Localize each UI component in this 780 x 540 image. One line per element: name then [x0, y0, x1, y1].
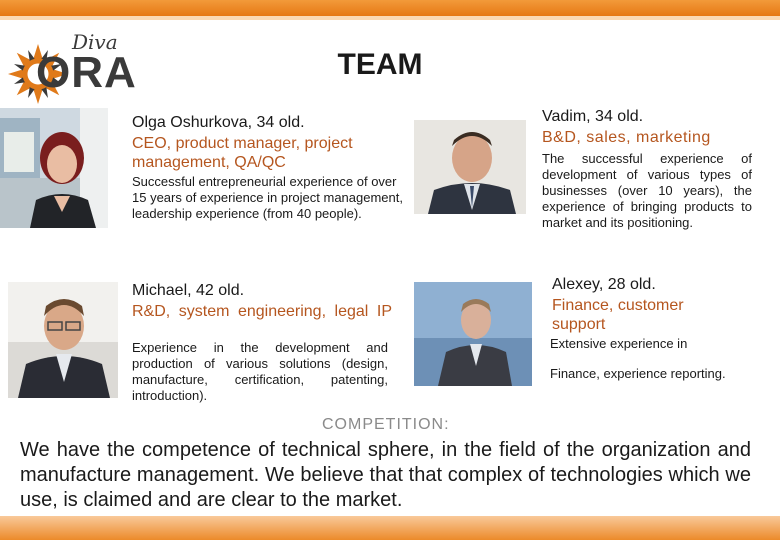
vadim-photo	[414, 120, 526, 214]
alexey-desc-line1: Extensive experience in	[550, 336, 688, 351]
competition-text: We have the competence of technical sphere, in the field of the organization and manufacture management. We believe that that complex of technologies which we use, is claimed and are clear to the market.	[20, 439, 751, 511]
olga-photo	[0, 108, 108, 228]
michael-name: Michael, 42 old.	[132, 282, 245, 299]
vadim-name: Vadim, 34 old.	[542, 108, 644, 125]
vadim-role: B&D, sales, marketing	[542, 129, 711, 146]
competition-label: COMPETITION:	[322, 416, 450, 433]
vadim-desc: The successful experience of development of various types of businesses (over 10 years), the experience of bringing products to market and its positioning.	[542, 151, 752, 230]
olga-role: CEO, product manager, project management, QA/QC	[132, 135, 353, 171]
logo-main-text: ORA	[36, 48, 137, 97]
michael-role: R&D, system engineering, legal IP	[132, 303, 392, 320]
alexey-role: Finance, customer support	[552, 297, 684, 333]
alexey-photo	[414, 282, 532, 386]
logo-script-text: Diva	[72, 30, 118, 54]
olga-desc: Successful entrepreneurial experience of over 15 years of experience in project management, leadership experience (from 40 people).	[132, 174, 403, 221]
diva-ora-logo	[8, 30, 138, 110]
top-orange-bar	[0, 0, 780, 16]
olga-name: Olga Oshurkova, 34 old.	[132, 114, 305, 131]
bottom-orange-bar	[0, 516, 780, 540]
top-light-stripe	[0, 16, 780, 20]
page-title: TEAM	[337, 48, 423, 81]
alexey-desc-line2: Finance, experience reporting.	[550, 366, 726, 381]
michael-photo	[8, 282, 118, 398]
alexey-name: Alexey, 28 old.	[552, 276, 656, 293]
michael-desc: Experience in the development and production of various solutions (design, manufacture, certification, patenting, introduction).	[132, 340, 388, 403]
